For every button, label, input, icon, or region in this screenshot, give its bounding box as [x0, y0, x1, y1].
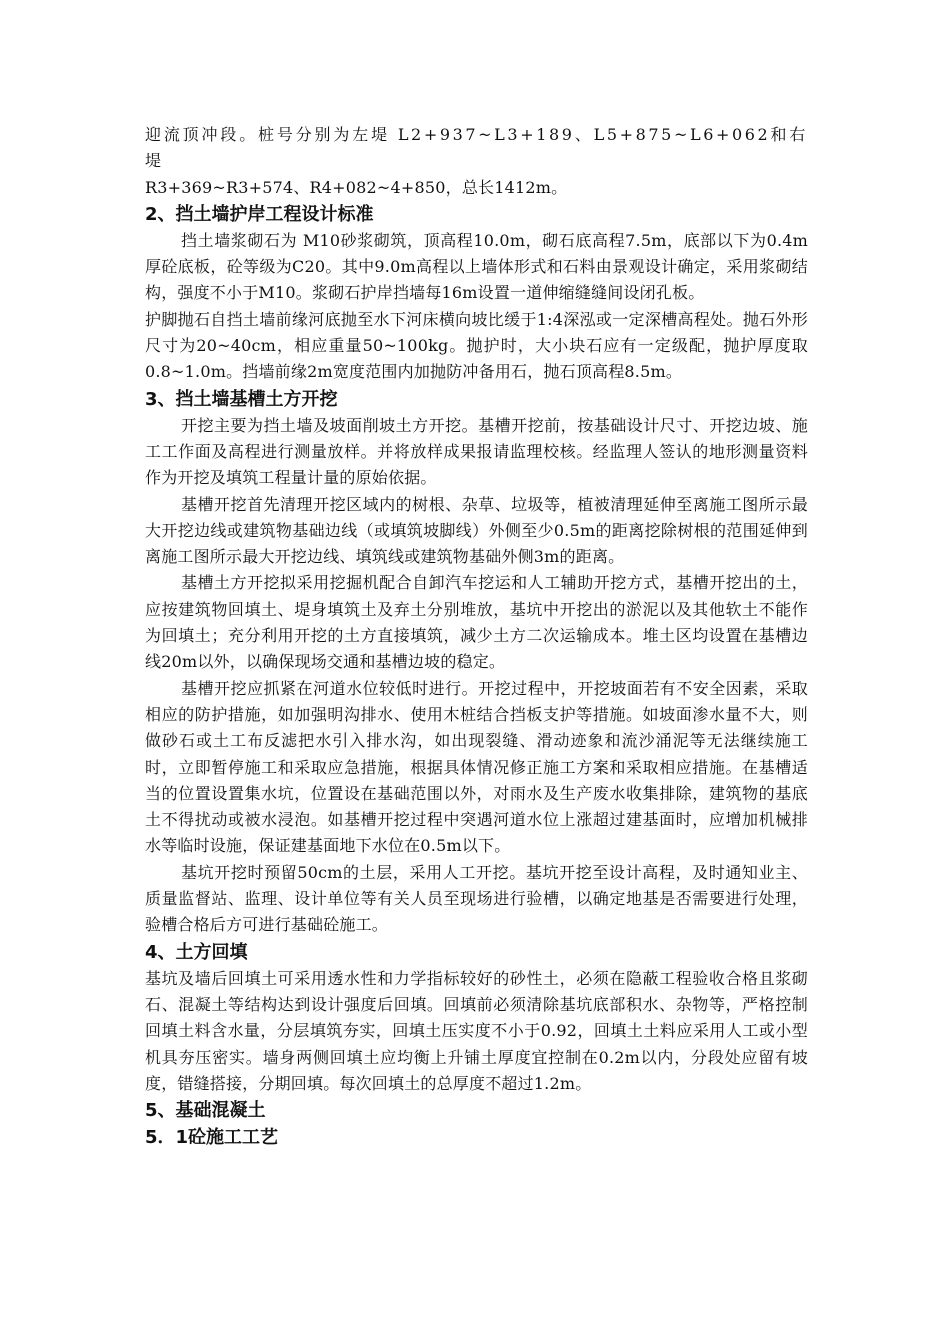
- body-paragraph: 迎流顶冲段。桩号分别为左堤 L2+937~L3+189、L5+875~L6+062和右堤: [145, 125, 808, 171]
- body-paragraph: 开挖主要为挡土墙及坡面削坡土方开挖。基槽开挖前，按基础设计尺寸、开挖边坡、施工工作面及高程进行测量放样。并将放样成果报请监理校核。经监理人签认的地形测量资料作为开挖及填筑工程量计量的原始依据。: [145, 415, 808, 488]
- body-paragraph: 基槽开挖首先清理开挖区域内的树根、杂草、垃圾等，植被清理延伸至离施工图所示最大开挖边线或建筑物基础边线（或填筑坡脚线）外侧至少0.5m的距离挖除树根的范围延伸到离施工图所示最大开挖边线、填筑线或建筑物基础外侧3m的距离。: [145, 494, 808, 567]
- body-paragraph: 基槽开挖应抓紧在河道水位较低时进行。开挖过程中，开挖坡面若有不安全因素，采取相应的防护措施，如加强明沟排水、使用木桩结合挡板支护等措施。如坡面渗水量不大，则做砂石或土工布反滤把水引入排水沟，如出现裂缝、滑动迹象和流沙涌泥等无法继续施工时，立即暂停施工和采取应急措施，根据具体情况修正施工方案和采取相应措施。在基槽适当的位置设置集水坑，位置设在基础范围以外，对雨水及生产废水收集排除，建筑物的基底土不得扰动或被水浸泡。如基槽开挖过程中突遇河道水位上涨超过建基面时，应增加机械排水等临时设施，保证建基面地下水位在0.5m以下。: [145, 678, 808, 856]
- section-heading: 3、挡土墙基槽土方开挖: [145, 388, 338, 410]
- body-paragraph: 护脚抛石自挡土墙前缘河底抛至水下河床横向坡比缓于1:4深泓或一定深槽高程处。抛石外形尺寸为20~40cm，相应重量50~100kg。抛护时，大小块石应有一定级配，抛护厚度取0.8~1.0m。挡墙前缘2m宽度范围内加抛防冲备用石，抛石顶高程8.5m。: [145, 309, 808, 382]
- body-paragraph: 挡土墙浆砌石为 M10砂浆砌筑，顶高程10.0m，砌石底高程7.5m，底部以下为0.4m厚砼底板，砼等级为C20。其中9.0m高程以上墙体形式和石料由景观设计确定，采用浆砌结构，强度不小于M10。浆砌石护岸挡墙每16m设置一道伸缩缝缝间设闭孔板。: [145, 230, 808, 303]
- section-heading: 5、基础混凝土: [145, 1100, 266, 1122]
- body-paragraph: 基槽土方开挖拟采用挖掘机配合自卸汽车挖运和人工辅助开挖方式，基槽开挖出的土，应按建筑物回填土、堤身填筑土及弃土分别堆放，基坑中开挖出的淤泥以及其他软土不能作为回填土；充分利用开挖的土方直接填筑，减少土方二次运输成本。堆土区均设置在基槽边线20m以外，以确保现场交通和基槽边坡的稳定。: [145, 573, 808, 672]
- section-heading: 2、挡土墙护岸工程设计标准: [145, 203, 374, 225]
- section-heading: 4、土方回填: [145, 941, 248, 963]
- body-paragraph: 基坑及墙后回填土可采用透水性和力学指标较好的砂性土，必须在隐蔽工程验收合格且浆砌石、混凝土等结构达到设计强度后回填。回填前必须清除基坑底部积水、杂物等，严格控制回填土料含水量，分层填筑夯实，回填土压实度不小于0.92，回填土土料应采用人工或小型机具夯压密实。墙身两侧回填土应均衡上升铺土厚度宜控制在0.2m以内，分段处应留有坡度，错缝搭接，分期回填。每次回填土的总厚度不超过1.2m。: [145, 968, 808, 1093]
- body-paragraph: 基坑开挖时预留50cm的土层，采用人工开挖。基坑开挖至设计高程，及时通知业主、质量监督站、监理、设计单位等有关人员至现场进行验槽，以确定地基是否需要进行处理，验槽合格后方可进行基础砼施工。: [145, 862, 808, 935]
- body-paragraph: R3+369~R3+574、R4+082~4+850，总长1412m。: [145, 177, 568, 197]
- section-heading: 5．1砼施工工艺: [145, 1127, 279, 1149]
